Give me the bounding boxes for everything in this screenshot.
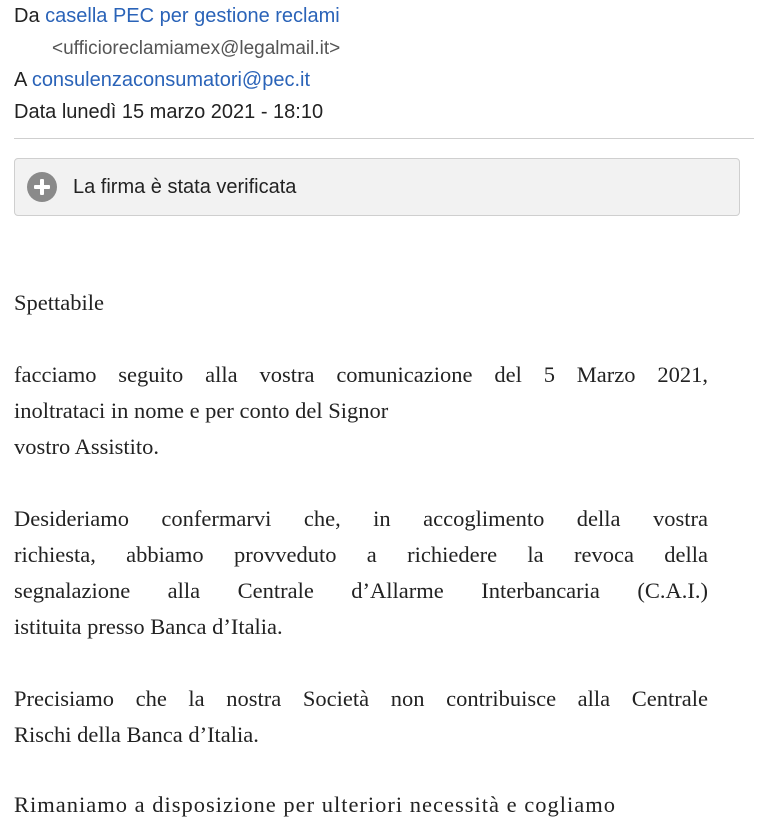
paragraph-line: istituita presso Banca d’Italia.: [14, 614, 283, 639]
date-value: lunedì 15 marzo 2021 - 18:10: [61, 101, 324, 123]
to-address-link[interactable]: consulenzaconsumatori@pec.it: [31, 69, 311, 91]
date-label: Data: [14, 101, 57, 123]
from-address-row: [14, 32, 754, 64]
paragraph-line: inoltrataci in nome e per conto del Signor: [14, 398, 389, 423]
paragraph-3: [14, 681, 708, 753]
signature-status-label: La firma è stata verificata: [73, 175, 297, 198]
paragraph-line: Precisiamo che la nostra Società non contribuisce alla Centrale: [14, 686, 708, 711]
from-name-link[interactable]: casella PEC per gestione reclami: [45, 5, 340, 27]
from-row: [14, 0, 754, 32]
paragraph-line: Rischi della Banca d’Italia.: [14, 722, 259, 747]
signature-verified-banner[interactable]: [14, 158, 740, 216]
email-header: [14, 0, 754, 128]
from-address[interactable]: <ufficioreclamiamex@legalmail.it>: [52, 38, 341, 59]
paragraph-1: [14, 357, 708, 465]
paragraph-line: richiesta, abbiamo provveduto a richiedere la revoca della: [14, 542, 708, 567]
message-body: [14, 285, 708, 789]
paragraph-2: [14, 501, 708, 645]
paragraph-4-cutoff: [14, 786, 708, 817]
plus-circle-icon[interactable]: [27, 172, 57, 202]
to-row: [14, 64, 754, 96]
paragraph-line: segnalazione alla Centrale d’Allarme Interbancaria (C.A.I.): [14, 578, 708, 603]
from-label: Da: [14, 5, 40, 27]
paragraph-line: facciamo seguito alla vostra comunicazione del 5 Marzo 2021,: [14, 362, 708, 387]
greeting: Spettabile: [14, 290, 104, 315]
paragraph-line: Rimaniamo a disposizione per ulteriori necessità e cogliamo: [14, 792, 616, 817]
paragraph-line: Desideriamo confermarvi che, in accoglimento della vostra: [14, 506, 708, 531]
date-row: [14, 96, 754, 128]
paragraph-line: vostro Assistito.: [14, 434, 160, 459]
to-label: A: [14, 69, 27, 91]
header-divider: [14, 138, 754, 139]
